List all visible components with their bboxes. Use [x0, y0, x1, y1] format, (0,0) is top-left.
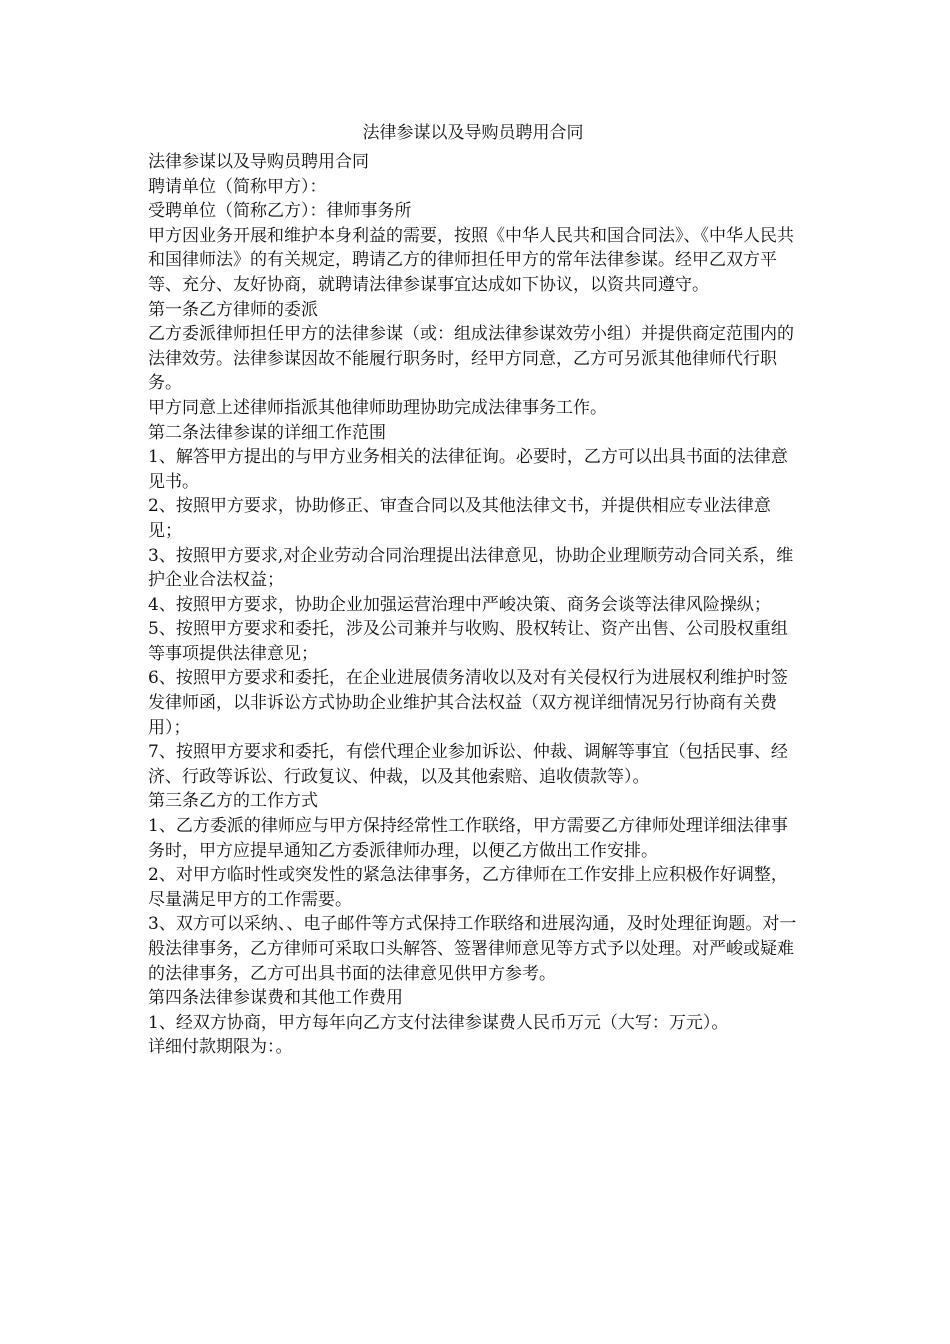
list-item: 2、对甲方临时性或突发性的紧急法律事务，乙方律师在工作安排上应积极作好调整，尽量满足甲方的工作需要。: [148, 865, 788, 910]
section-heading: 第三条乙方的工作方式: [148, 791, 318, 812]
paragraph: 法律参谋以及导购员聘用合同: [148, 152, 369, 172]
list-item: 4、按照甲方要求，协助企业加强运营治理中严峻决策、商务会谈等法律风险操纵；: [148, 594, 771, 615]
list-item: 6、按照甲方要求和委托，在企业进展债务清收以及对有关侵权行为进展权利维护时签发律师函，以非诉讼方式协助企业维护其合法权益（双方视详细情况另行协商有关费用）；: [148, 668, 788, 738]
list-item: 5、按照甲方要求和委托，涉及公司兼并与收购、股权转让、资产出售、公司股权重组等事项提供法律意见；: [148, 619, 788, 664]
list-item: 1、经双方协商，甲方每年向乙方支付法律参谋费人民币万元（大写：万元）。: [148, 1012, 729, 1033]
document-page: [148, 122, 798, 1060]
section-heading: 第一条乙方律师的委派: [148, 299, 318, 320]
section-heading: 第四条法律参谋费和其他工作费用: [148, 988, 403, 1009]
paragraph: 甲方同意上述律师指派其他律师助理协助完成法律事务工作。: [148, 397, 607, 418]
paragraph: 详细付款期限为：。: [148, 1037, 293, 1058]
list-item: 3、按照甲方要求,对企业劳动合同治理提出法律意见，协助企业理顺劳动合同关系，维护企业合法权益；: [148, 545, 794, 591]
document-body: [148, 150, 798, 1060]
document-title: 法律参谋以及导购员聘用合同: [362, 123, 584, 143]
paragraph: 乙方委派律师担任甲方的法律参谋（或：组成法律参谋效劳小组）并提供商定范围内的法律效劳。法律参谋因故不能履行职务时，经甲方同意，乙方可另派其他律师代行职务。: [148, 324, 794, 394]
list-item: 1、乙方委派的律师应与甲方保持经常性工作联络，甲方需要乙方律师处理详细法律事务时，甲方应提早通知乙方委派律师办理，以便乙方做出工作安排。: [148, 816, 788, 861]
list-item: 3、双方可以采纳、、电子邮件等方式保持工作联络和进展沟通，及时处理征询题。对一般法律事务，乙方律师可采取口头解答、签署律师意见等方式予以处理。对严峻或疑难的法律事务，乙方可出具书面的法律意见供甲方参考。: [148, 914, 797, 984]
paragraph: 甲方因业务开展和维护本身利益的需要，按照《中华人民共和国合同法》、《中华人民共和国律师法》的有关规定，聘请乙方的律师担任甲方的常年法律参谋。经甲乙双方平等、充分、友好协商，就聘请法律参谋事宜达成如下协议，以资共同遵守。: [148, 225, 794, 295]
section-heading: 第二条法律参谋的详细工作范围: [148, 422, 386, 443]
list-item: 7、按照甲方要求和委托，有偿代理企业参加诉讼、仲裁、调解等事宜（包括民事、经济、行政等诉讼、行政复议、仲裁，以及其他索赔、追收债款等）。: [148, 742, 788, 787]
paragraph: 聘请单位（简称甲方）：: [148, 176, 327, 197]
list-item: 1、解答甲方提出的与甲方业务相关的法律征询。必要时，乙方可以出具书面的法律意见书。: [148, 447, 788, 492]
list-item: 2、按照甲方要求，协助修正、审查合同以及其他法律文书，并提供相应专业法律意见；: [148, 496, 771, 541]
paragraph: 受聘单位（简称乙方）：律师事务所: [148, 201, 412, 222]
